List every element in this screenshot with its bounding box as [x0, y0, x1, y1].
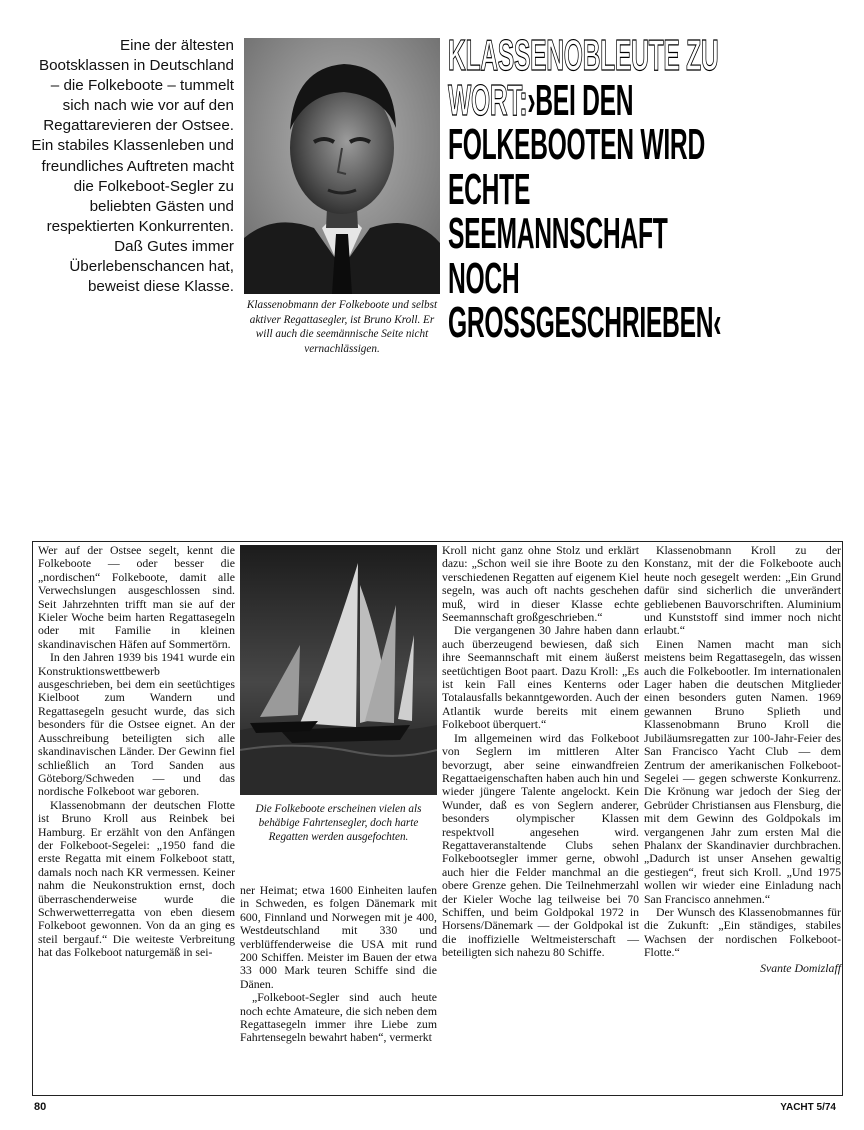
headline-outline: KLASSENOBLEUTE ZU WORT:	[448, 31, 719, 125]
paragraph: In den Jahren 1939 bis 1941 wurde ein Konstruktionswettbewerb ausgeschrieben, bei dem ein seetüchtiges Kielboot zum Wandern und Regattasegeln gesucht wurde, das sich besonders für die Ostsee eignet. An der Ausschreibung beteiligten sich alle skandinavischen Länder. Der Gewinn fiel schließlich an Tord Sanden aus Göteborg/Schweden — und das nordische Folkeboot war geboren.	[38, 650, 235, 799]
portrait-photo	[244, 38, 440, 294]
intro-text: Eine der ältesten Bootsklassen in Deutschland – die Folkeboote – tummelt sich nach wie vor auf den Regattarevieren der Ostsee. Ein stabiles Klassenleben und freundliches Auftreten macht die Folkeboot-Segler zu beliebten Gästen und respektierten Konkurrenten. Daß Gutes immer Überlebenschancen hat, beweist diese Klasse.	[31, 37, 234, 296]
sailboats-illustration	[240, 545, 437, 795]
photo-caption: Die Folkeboote erscheinen vielen als behäbige Fahrtensegler, doch harte Regatten werden ausgefochten.	[255, 803, 422, 844]
paragraph: Kroll nicht ganz ohne Stolz und erklärt dazu: „Schon weil sie ihre Boote zu den verschiedenen Regatten auf eigenem Kiel segeln, was auch oft nachts geschehen muß, wird in dieser Klasse echte Seemannschaft großgeschrieben.“	[442, 543, 639, 625]
column-4	[644, 544, 841, 975]
paragraph: Klassenobmann der deutschen Flotte ist Bruno Kroll aus Reinbek bei Hamburg. Er erzählt von den Anfängen der Folkeboot-Segelei: „1950 fand die erste Regatta mit einem Folkeboot statt, damals noch nach KR vermessen. Keiner nahm die Neukonstruktion ernst, doch überraschenderweise wurde die Schwerwetterregatta von eben diesem Folkeboot gewonnen. Von da an ging es steil bergauf.“ Die weiteste Verbreitung hat das Folkeboot naturgemäß in sei-	[38, 797, 235, 960]
portrait-illustration	[244, 38, 440, 294]
portrait-caption: Klassenobmann der Folkeboote und selbst aktiver Regattasegler, ist Bruno Kroll. Er will auch die seemännische Seite nicht vernachlässigen.	[246, 299, 438, 355]
paragraph: Im allgemeinen wird das Folkeboot von Seglern im mittleren Alter bevorzugt, aber seine einwandfreien Regattaeigenschaften haben auch hin und wieder jüngere Talente angelockt. Kein Wunder, daß es von Seglern anderer, besonders olympischer Klassen respektvoll angesehen wird. Regattaveranstaltende Clubs sehen Folkebootsegler immer gerne, obwohl auch hier die Felder manchmal an die obere Grenze gehen. Die Teilnehmerzahl der Kieler Woche lag teilweise bei 70 Schiffen, und beim Goldpokal 1972 in Horsens/Dänemark — der Goldpokal ist die inoffizielle Weltmeisterschaft — beteiligten sich nahezu 80 Schiffe.	[442, 730, 639, 960]
magazine-issue: YACHT 5/74	[780, 1102, 836, 1113]
paragraph: ner Heimat; etwa 1600 Einheiten laufen in Schweden, es folgen Dänemark mit 600, Finnland und Norwegen mit je 400, Westdeutschland mit 330 und verblüffenderweise die USA mit rund 200 Schiffen. Meister im Bauen der etwa 33 000 Mark teuren Schiffe sind die Dänen.	[240, 883, 437, 991]
paragraph: Klassenobmann Kroll zu der Konstanz, mit der die Folkeboote auch heute noch gesegelt werden: „Ein Grund dafür sind sicherlich die unverändert gebliebenen Bauvorschriften. Aluminium und Kunststoff sind immer noch nicht erlaubt.“	[644, 543, 841, 638]
paragraph: Einen Namen macht man sich meistens beim Regattasegeln, das wissen auch die Folkebootler. Im internationalen Lager haben die deutschen Mitglieder einen besonders guten Namen. 1969 gewannen Bruno Splieth und Klassenobmann Bruno Kroll die Jubiläumsregatten zur 100-Jahr-Feier des San Francisco Yacht Club — dem Zentrum der amerikanischen Folkeboot-Segelei — gegen schwerste Konkurrenz. Die Krönung war jedoch der Sieg der Gebrüder Christiansen aus Flensburg, die mit dem Gewinn des Goldpokals im vergangenen Jahr zum ersten Mal die Phalanx der Skandinavier durchbrachen. „Dadurch ist unser Ansehen gewaltig gestiegen“, freut sich Kroll. „Und 1975 wollen wir wieder eine Einladung nach San Francisco annehmen.“	[644, 636, 841, 906]
headline-solid: ›BEI DEN FOLKEBOOTEN WIRD ECHTE SEEMANNSCHAFT NOCH GROSSGESCHRIEBEN‹	[448, 75, 722, 347]
column-3	[442, 544, 639, 960]
page-number: 80	[34, 1101, 47, 1113]
sailing-photo	[240, 545, 437, 795]
column-2	[240, 884, 437, 1045]
paragraph: Der Wunsch des Klassenobmannes für die Zukunft: „Ein ständiges, stabiles Wachsen der nordischen Folkeboot-Flotte.“	[644, 904, 841, 960]
paragraph: Wer auf der Ostsee segelt, kennt die Folkeboote — oder besser die „nordischen“ Folkeboote, damit alle Verwechslungen ausgeschlossen sind. Seit Jahrzehnten trifft man sie auf der Kieler Woche beim harten Regattasegeln oder mit Familie in kleinen skandinavischen Häfen auf Sommertörn.	[38, 543, 235, 651]
column-1	[38, 544, 235, 960]
paragraph: Die vergangenen 30 Jahre haben dann auch überzeugend bewiesen, daß sich ihre Seemannschaft mit einem äußerst seetüchtigen Boot paart. Dazu Kroll: „Es ist kein Fall eines Kenterns oder Totalausfalls bekanntgeworden. Auch der Atlantik wurde bereits mit einem Folkeboot überquert.“	[442, 623, 639, 732]
author-signature: Svante Domizlaff	[760, 960, 841, 975]
headline	[448, 31, 739, 347]
paragraph: „Folkeboot-Segler sind auch heute noch echte Amateure, die sich neben dem Regattasegeln immer ihre Liebe zum Fahrtensegeln bewahrt haben“, vermerkt	[240, 990, 437, 1045]
